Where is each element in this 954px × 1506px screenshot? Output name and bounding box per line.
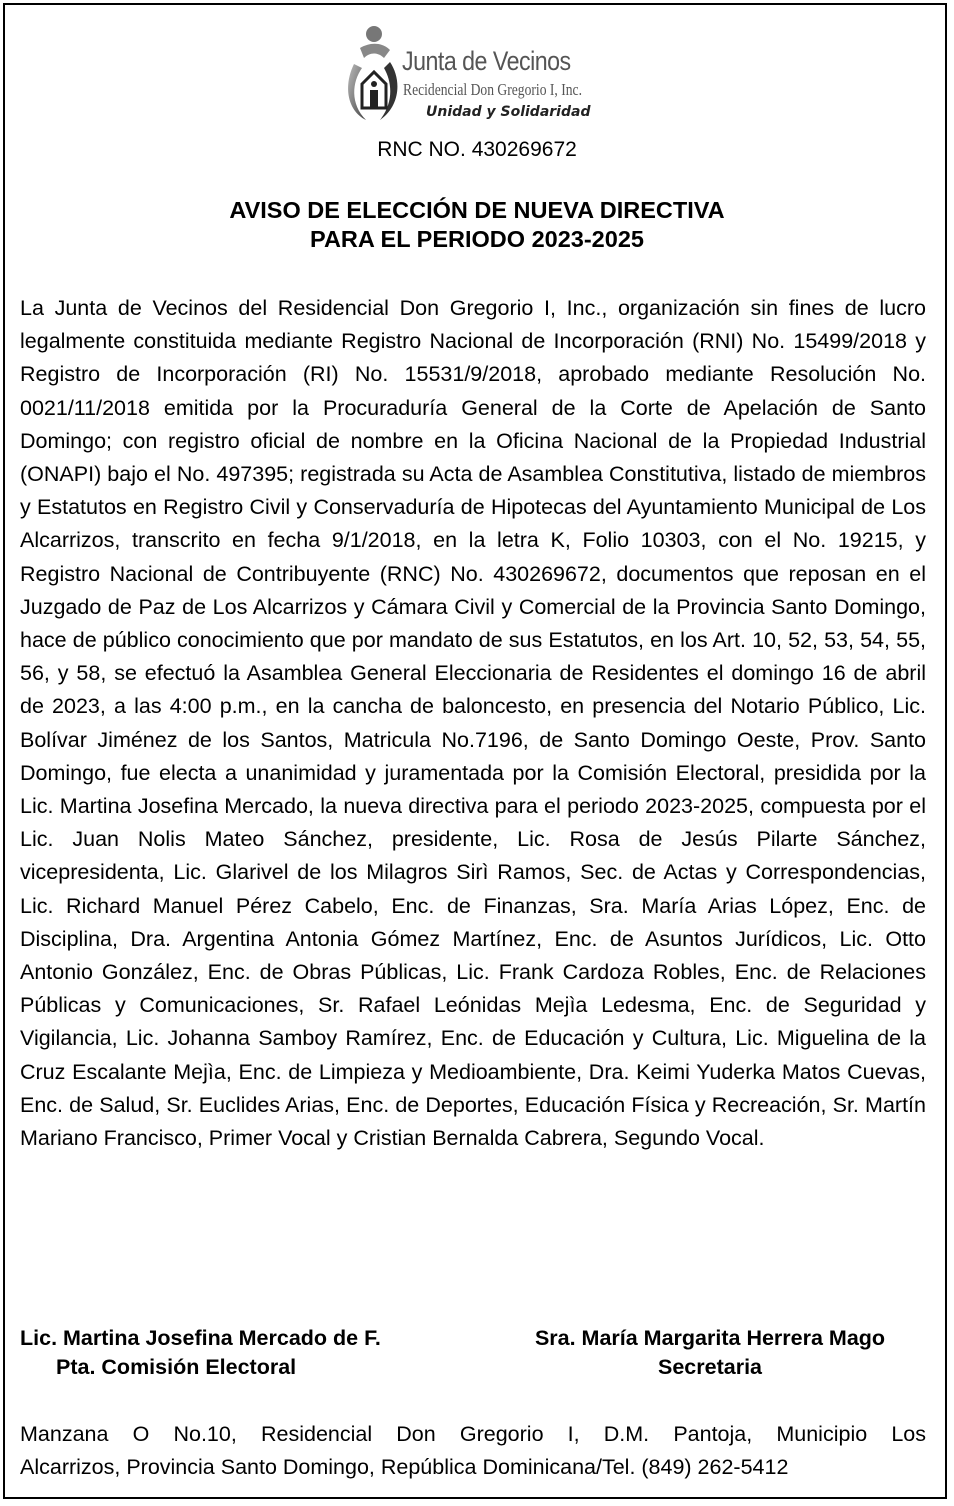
rnc-number: RNC NO. 430269672	[377, 138, 577, 161]
signature-name: Lic. Martina Josefina Mercado de F.	[20, 1326, 381, 1350]
notice-title	[0, 196, 954, 254]
address-line-1: Manzana O No.10, Residencial Don Gregorio I, D.M. Pantoja, Municipio Los	[20, 1422, 926, 1446]
signature-name: Sra. María Margarita Herrera Mago	[534, 1326, 886, 1350]
logo-title: Junta de Vecinos	[402, 46, 571, 76]
signature-role: Pta. Comisión Electoral	[56, 1355, 297, 1379]
logo-motto: Unidad y Solidaridad	[426, 104, 591, 120]
signature-secretary	[480, 1324, 940, 1382]
organization-logo	[340, 24, 620, 136]
address-line-2: Alcarrizos, Provincia Santo Domingo, República Dominicana/Tel. (849) 262-5412	[20, 1455, 789, 1479]
signature-electoral-commission	[20, 1324, 460, 1382]
address-footer	[20, 1418, 926, 1484]
notice-body: La Junta de Vecinos del Residencial Don Gregorio I, Inc., organización sin fines de lucro legalmente constituida mediante Registro Nacional de Incorporación (RNI) No. 15499/2018 y Registro de Incorporación (RI) No. 15531/9/2018, aprobado mediante Resolución No. 0021/11/2018 emitida por la Procuraduría General de la Corte de Apelación de Santo Domingo; con registro oficial de nombre en la Oficina Nacional de la Propiedad Industrial (ONAPI) bajo el No. 497395; registrada su Acta de Asamblea Constitutiva, listado de miembros y Estatutos en Registro Civil y Conservaduría de Hipotecas del Ayuntamiento Municipal de Los Alcarrizos, transcrito en fecha 9/1/2018, en la letra K, Folio 10303, con el No. 19215, y Registro Nacional de Contribuyente (RNC) No. 430269672, documentos que reposan en el Juzgado de Paz de Los Alcarrizos y Cámara Civil y Comercial de la Provincia Santo Domingo, hace de público conocimiento que por mandato de sus Estatutos, en los Art. 10, 52, 53, 54, 55, 56, y 58, se efectuó la Asamblea General Eleccionaria de Residentes el domingo 16 de abril de 2023, a las 4:00 p.m., en la cancha de baloncesto, en presencia del Notario Público, Lic. Bolívar Jiménez de los Santos, Matricula No.7196, de Santo Domingo Oeste, Prov. Santo Domingo, fue electa a unanimidad y juramentada por la Comisión Electoral, presidida por la Lic. Martina Josefina Mercado, la nueva directiva para el periodo 2023-2025, compuesta por el Lic. Juan Nolis Mateo Sánchez, presidente, Lic. Rosa de Jesús Pilarte Sánchez, vicepresidenta, Lic. Glarivel de los Milagros Sirì Ramos, Sec. de Actas y Correspondencias, Lic. Richard Manuel Pérez Cabelo, Enc. de Finanzas, Sra. María Arias López, Enc. de Disciplina, Dra. Argentina Antonia Gómez Martínez, Enc. de Asuntos Jurídicos, Lic. Otto Antonio González, Enc. de Obras Públicas, Lic. Frank Cardoza Robles, Enc. de Relaciones Públicas y Comunicaciones, Sr. Rafael Leónidas Mejìa Ledesma, Enc. de Seguridad y Vigilancia, Lic. Johanna Samboy Ramírez, Enc. de Educación y Cultura, Lic. Miguelina de la Cruz Escalante Mejìa, Enc. de Limpieza y Medioambiente, Dra. Keimi Yuderka Matos Cuevas, Enc. de Salud, Sr. Euclides Arias, Enc. de Deportes, Educación Física y Recreación, Sr. Martín Mariano Francisco, Primer Vocal y Cristian Bernalda Cabrera, Segundo Vocal.	[20, 296, 926, 1151]
notice-title-line-1: AVISO DE ELECCIÓN DE NUEVA DIRECTIVA	[229, 197, 725, 223]
notice-title-line-2: PARA EL PERIODO 2023-2025	[310, 226, 644, 252]
signature-role: Secretaria	[658, 1355, 762, 1379]
house-people-icon	[340, 24, 404, 132]
logo-subtitle: Recidencial Don Gregorio I, Inc.	[403, 80, 582, 99]
